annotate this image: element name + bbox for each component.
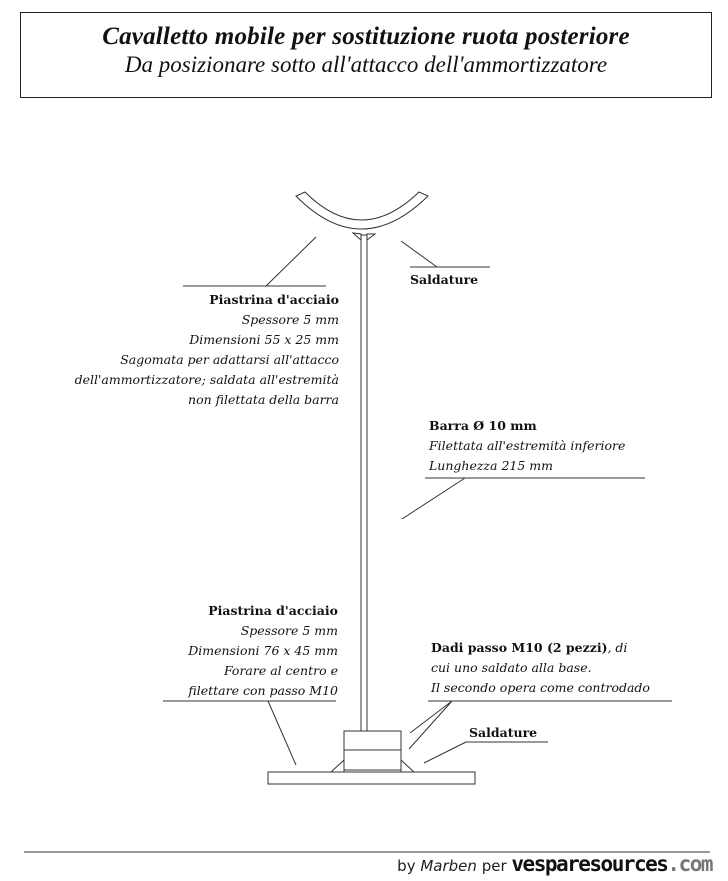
credit-author: Marben xyxy=(420,857,477,875)
top-weld-text: Saldature xyxy=(410,272,479,287)
lower-nut xyxy=(344,750,401,770)
leader-base-plate xyxy=(268,701,296,765)
site-name: vesparesources xyxy=(511,852,668,876)
base-plate-heading: Piastrina d'acciaio xyxy=(208,603,338,618)
diagram-subtitle: Da posizionare sotto all'attacco dell'ammortizzatore xyxy=(124,52,608,77)
leader-top-weld xyxy=(401,241,437,267)
top-plate-line: Spessore 5 mm xyxy=(241,312,339,327)
top-weld-right xyxy=(367,234,375,240)
bar-heading: Barra Ø 10 mm xyxy=(429,418,537,433)
footer-credit xyxy=(397,852,712,876)
nuts-heading: Dadi passo M10 (2 pezzi) xyxy=(431,640,608,655)
base-plate-line: Dimensioni 76 x 45 mm xyxy=(188,643,338,658)
nuts-line: Il secondo opera come controdado xyxy=(431,680,650,695)
leader-nuts-b xyxy=(409,701,452,749)
base-plate-line: Spessore 5 mm xyxy=(240,623,338,638)
credit-per: per xyxy=(481,857,507,875)
bar-line: Filettata all'estremità inferiore xyxy=(429,438,626,453)
base-plate-line: filettare con passo M10 xyxy=(188,683,338,698)
label-top-weld xyxy=(410,270,478,290)
top-plate-heading: Piastrina d'acciaio xyxy=(209,292,339,307)
nuts-heading-row xyxy=(431,638,650,658)
top-plate-line: Dimensioni 55 x 25 mm xyxy=(189,332,339,347)
label-top-plate xyxy=(75,290,339,410)
leader-bar xyxy=(402,478,465,519)
base-weld-left xyxy=(331,760,344,772)
leader-top-plate xyxy=(266,237,316,286)
nuts-heading-suffix: , di xyxy=(607,640,628,655)
label-base-plate xyxy=(188,601,338,701)
site-tld: .com xyxy=(667,852,712,876)
bar-line: Lunghezza 215 mm xyxy=(429,458,553,473)
leader-nuts-a xyxy=(410,701,452,733)
label-bar xyxy=(429,416,625,476)
top-plate-line: Sagomata per adattarsi all'attacco xyxy=(120,352,339,367)
top-plate-line: non filettata della barra xyxy=(188,392,339,407)
leader-base-weld xyxy=(424,742,466,763)
base-plate-line: Forare al centro e xyxy=(223,663,338,678)
bar xyxy=(361,235,367,731)
upper-nut xyxy=(344,731,401,750)
label-base-weld xyxy=(469,723,537,743)
top-weld-left xyxy=(353,233,361,240)
site-logo xyxy=(511,852,712,876)
base-weld-right xyxy=(401,760,414,772)
label-nuts xyxy=(431,638,650,698)
credit-by: by xyxy=(397,857,416,875)
diagram-title: Cavalletto mobile per sostituzione ruota posteriore xyxy=(102,23,630,50)
saddle-plate xyxy=(296,192,428,229)
top-plate-line: dell'ammortizzatore; saldata all'estremità xyxy=(74,372,339,387)
nuts-line: cui uno saldato alla base. xyxy=(431,660,592,675)
base-weld-text: Saldature xyxy=(469,725,538,740)
base-plate xyxy=(268,772,475,784)
